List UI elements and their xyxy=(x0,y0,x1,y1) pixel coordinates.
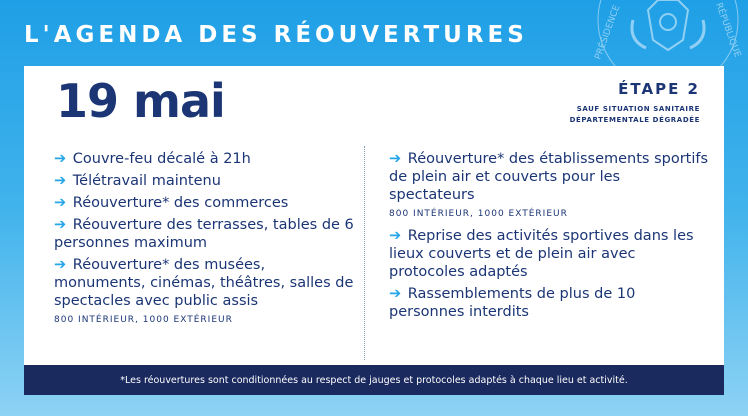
list-item-text: Réouverture* des musées, monuments, cinémas, théâtres, salles de spectacles avec public assis xyxy=(54,257,354,309)
arrow-right-icon: ➔ xyxy=(54,217,67,233)
list-item-text: Couvre-feu décalé à 21h xyxy=(72,151,251,167)
arrow-right-icon: ➔ xyxy=(389,286,402,302)
list-item xyxy=(54,150,354,168)
arrow-right-icon: ➔ xyxy=(54,257,67,273)
capacity-caption: 800 INTÉRIEUR, 1000 EXTÉRIEUR xyxy=(54,315,233,325)
left-column xyxy=(54,150,354,333)
list-item xyxy=(54,172,354,190)
page-title: L'AGENDA DES RÉOUVERTURES xyxy=(24,22,528,48)
stage-label: ÉTAPE 2 xyxy=(618,80,700,98)
stage-note-line-1: SAUF SITUATION SANITAIRE xyxy=(576,105,700,113)
list-item-text: Réouverture* des commerces xyxy=(72,195,289,211)
stage-block xyxy=(570,80,700,126)
capacity-caption: 800 INTÉRIEUR, 1000 EXTÉRIEUR xyxy=(389,209,568,219)
footer-note: *Les réouvertures sont conditionnées au respect de jauges et protocoles adaptés à chaque lieu et activité. xyxy=(24,365,724,395)
emblem-text-right: RÉPUBLIQUE xyxy=(713,1,743,59)
list-item-text: Réouverture des terrasses, tables de 6 personnes maximum xyxy=(54,217,354,251)
agenda-card xyxy=(24,66,724,365)
list-item-text: Télétravail maintenu xyxy=(72,173,221,189)
arrow-right-icon: ➔ xyxy=(54,195,67,211)
arrow-right-icon: ➔ xyxy=(389,151,402,167)
list-item-text: Rassemblements de plus de 10 personnes interdits xyxy=(389,286,636,320)
list-item xyxy=(389,285,709,321)
arrow-right-icon: ➔ xyxy=(54,173,67,189)
list-item-text: Reprise des activités sportives dans les lieux couverts et de plein air avec protocoles adaptés xyxy=(389,228,694,280)
list-item xyxy=(389,227,709,281)
list-item xyxy=(54,216,354,252)
column-divider xyxy=(364,146,365,360)
list-item xyxy=(389,150,709,204)
emblem-text-left: PRÉSIDENCE xyxy=(593,3,623,62)
right-column xyxy=(389,150,709,325)
stage-note-line-2: DÉPARTEMENTALE DÉGRADÉE xyxy=(569,116,700,124)
stage-note xyxy=(570,104,700,126)
arrow-right-icon: ➔ xyxy=(54,151,67,167)
arrow-right-icon: ➔ xyxy=(389,228,402,244)
list-item xyxy=(54,256,354,310)
date-heading: 19 mai xyxy=(56,74,225,128)
list-item-text: Réouverture* des établissements sportifs de plein air et couverts pour les spectateurs xyxy=(389,151,709,203)
list-item xyxy=(54,194,354,212)
